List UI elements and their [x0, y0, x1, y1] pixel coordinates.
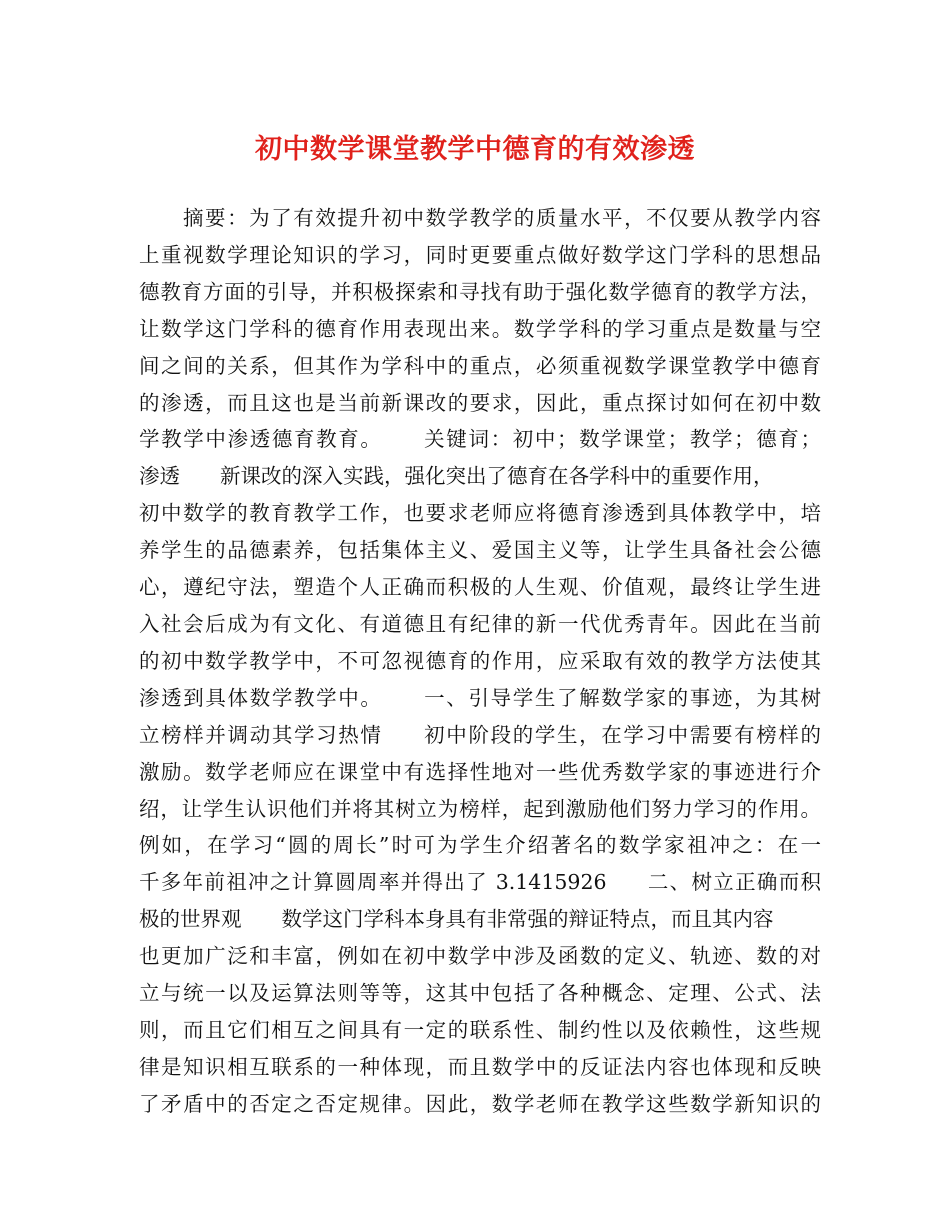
text-line: 心，遵纪守法，塑造个人正确而积极的人生观、价值观，最终让学生进: [139, 575, 821, 600]
text-line: 了矛盾中的否定之否定规律。因此，数学老师在教学这些数学新知识的: [139, 1091, 821, 1116]
text-line: 的初中数学教学中，不可忽视德育的作用，应采取有效的教学方法使其: [139, 648, 821, 673]
text-line: 初中数学的教育教学工作，也要求老师应将德育渗透到具体教学中，培: [139, 501, 821, 526]
text-line: 绍，让学生认识他们并将其树立为榜样，起到激励他们努力学习的作用。: [139, 796, 821, 821]
document-title: 初中数学课堂教学中德育的有效渗透: [255, 134, 695, 165]
text-line: 摘要：为了有效提升初中数学教学的质量水平，不仅要从教学内容: [183, 206, 821, 230]
text-line: 例如，在学习“圆的周长”时可为学生介绍著名的数学家祖冲之：在一: [139, 833, 821, 858]
text-line: 立与统一以及运算法则等等，这其中包括了各种概念、定理、公式、法: [139, 981, 821, 1006]
text-line: 养学生的品德素养，包括集体主义、爱国主义等，让学生具备社会公德: [139, 538, 821, 563]
text-line: 千多年前祖冲之计算圆周率并得出了 3.1415926 二、树立正确而积: [139, 870, 822, 895]
text-line: 学教学中渗透德育教育。 关键词：初中；数学课堂；教学；德育；: [139, 427, 822, 452]
document-body: [139, 200, 821, 1123]
text-line: 入社会后成为有文化、有道德且有纪律的新一代优秀青年。因此在当前: [139, 611, 821, 636]
text-line: 也更加广泛和丰富，例如在初中数学中涉及函数的定义、轨迹、数的对: [139, 944, 821, 969]
text-line: 律是知识相互联系的一种体现，而且数学中的反证法内容也体现和反映: [139, 1054, 821, 1079]
text-line: 立榜样并调动其学习热情 初中阶段的学生，在学习中需要有榜样的: [139, 722, 822, 747]
text-line: 则，而且它们相互之间具有一定的联系性、制约性以及依赖性，这些规: [139, 1017, 821, 1042]
text-line: 激励。数学老师应在课堂中有选择性地对一些优秀数学家的事迹进行介: [139, 759, 821, 784]
text-line: 渗透 新课改的深入实践，强化突出了德育在各学科中的重要作用，: [139, 464, 774, 489]
text-line: 德教育方面的引导，并积极探索和寻找有助于强化数学德育的教学方法，: [139, 279, 821, 304]
text-line: 极的世界观 数学这门学科本身具有非常强的辩证特点，而且其内容: [139, 907, 774, 932]
text-line: 让数学这门学科的德育作用表现出来。数学学科的学习重点是数量与空: [139, 316, 821, 341]
text-line: 上重视数学理论知识的学习，同时更要重点做好数学这门学科的思想品: [139, 242, 821, 267]
text-line: 渗透到具体数学教学中。 一、引导学生了解数学家的事迹，为其树: [139, 685, 822, 710]
text-line: 的渗透，而且这也是当前新课改的要求，因此，重点探讨如何在初中数: [139, 390, 821, 415]
text-line: 间之间的关系，但其作为学科中的重点，必须重视数学课堂教学中德育: [139, 353, 821, 378]
